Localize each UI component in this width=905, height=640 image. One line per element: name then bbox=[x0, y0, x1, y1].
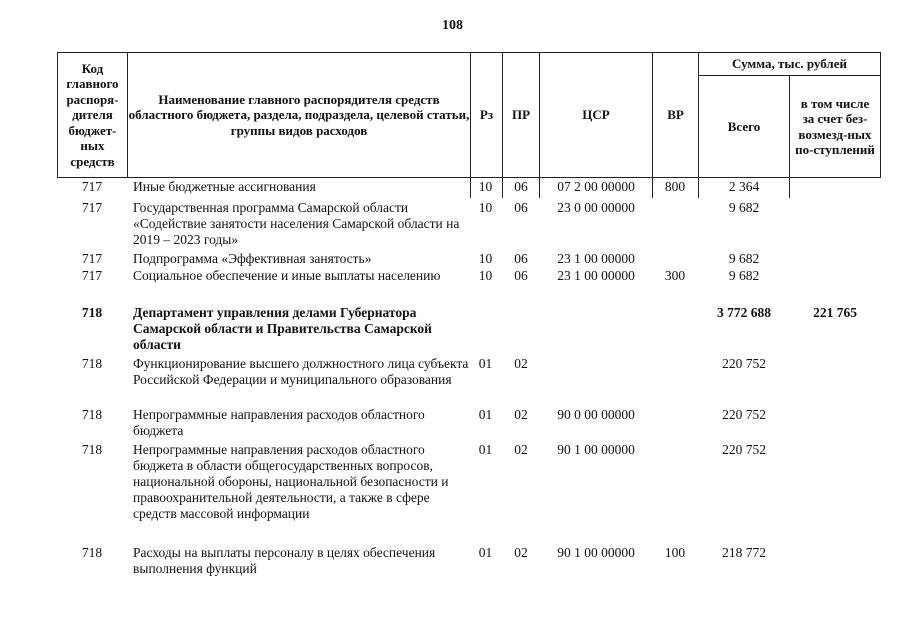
page-number: 108 bbox=[442, 18, 463, 33]
cell-code: 718 bbox=[81, 356, 103, 371]
cell-pr: 02 bbox=[514, 356, 528, 371]
cell-name: Непрограммные направления расходов областного бюджета bbox=[133, 407, 425, 438]
cell-rz: 01 bbox=[478, 407, 493, 422]
cell-vr: 800 bbox=[664, 179, 686, 194]
cell-total: 2 364 bbox=[728, 179, 760, 194]
cell-total: 220 752 bbox=[722, 356, 766, 371]
cell-name: Непрограммные направления расходов областного бюджета в области общегосударственных вопросов, национальной обороны, национальной безопасности и правоохранительной деятельности, а также в сфере средств массовой информации bbox=[133, 442, 449, 521]
cell-name: Функционирование высшего должностного лица субъекта Российской Федерации и муниципального образования bbox=[133, 356, 469, 387]
cell-rz: 10 bbox=[478, 268, 493, 283]
cell-total: 9 682 bbox=[728, 251, 760, 266]
cell-name: Подпрограмма «Эффективная занятость» bbox=[133, 251, 372, 266]
header-free-text: в том числе за счет без-возмезд-ных по-ступлений bbox=[795, 95, 875, 157]
header-rz-text: Рз bbox=[479, 107, 494, 123]
cell-rz: 10 bbox=[478, 251, 493, 266]
cell-code: 718 bbox=[81, 407, 103, 422]
cell-rz: 10 bbox=[478, 200, 493, 215]
cell-name: Иные бюджетные ассигнования bbox=[133, 179, 316, 194]
cell-total: 220 752 bbox=[722, 442, 766, 457]
cell-total: 9 682 bbox=[728, 268, 760, 283]
cell-rz: 10 bbox=[478, 179, 493, 194]
cell-code: 718 bbox=[81, 305, 103, 320]
cell-name: Департамент управления делами Губернатора Самарской области и Правительства Самарской области bbox=[133, 305, 432, 352]
cell-csr: 07 2 00 00000 bbox=[557, 179, 635, 194]
cell-vr: 300 bbox=[664, 268, 686, 283]
cell-csr: 23 0 00 00000 bbox=[557, 200, 635, 215]
cell-csr: 23 1 00 00000 bbox=[557, 251, 635, 266]
cell-pr: 02 bbox=[514, 442, 528, 457]
cell-csr: 90 1 00 00000 bbox=[557, 442, 635, 457]
cell-code: 717 bbox=[81, 200, 103, 215]
cell-total: 9 682 bbox=[728, 200, 760, 215]
cell-total: 3 772 688 bbox=[717, 305, 771, 320]
cell-code: 717 bbox=[81, 251, 103, 266]
cell-csr: 90 1 00 00000 bbox=[557, 545, 635, 560]
cell-pr: 06 bbox=[514, 251, 528, 266]
cell-vr: 100 bbox=[664, 545, 686, 560]
cell-code: 717 bbox=[81, 179, 103, 194]
header-code-text: Код главного распоря-дителя бюджет-ных средств bbox=[66, 60, 119, 169]
cell-name: Социальное обеспечение и иные выплаты населению bbox=[133, 268, 441, 283]
cell-pr: 02 bbox=[514, 407, 528, 422]
cell-code: 718 bbox=[81, 442, 103, 457]
cell-free: 221 765 bbox=[813, 305, 857, 320]
cell-rz: 01 bbox=[478, 356, 493, 371]
cell-total: 218 772 bbox=[722, 545, 766, 560]
cell-rz: 01 bbox=[478, 442, 493, 457]
cell-code: 718 bbox=[81, 545, 103, 560]
cell-name: Расходы на выплаты персоналу в целях обеспечения выполнения функций bbox=[133, 545, 436, 576]
cell-pr: 06 bbox=[514, 179, 528, 194]
cell-name: Государственная программа Самарской области «Содействие занятости населения Самарской области на 2019 – 2023 годы» bbox=[133, 200, 460, 247]
cell-rz: 01 bbox=[478, 545, 493, 560]
cell-csr: 90 0 00 00000 bbox=[557, 407, 635, 422]
header-sum-text: Сумма, тыс. рублей bbox=[732, 56, 847, 72]
cell-pr: 06 bbox=[514, 200, 528, 215]
cell-pr: 06 bbox=[514, 268, 528, 283]
header-name-text: Наименование главного распорядителя средств областного бюджета, раздела, подраздела, целевой статьи, группы видов расходов bbox=[128, 91, 470, 138]
cell-csr: 23 1 00 00000 bbox=[557, 268, 635, 283]
cell-code: 717 bbox=[81, 268, 103, 283]
cell-pr: 02 bbox=[514, 545, 528, 560]
cell-total: 220 752 bbox=[722, 407, 766, 422]
header-csr-text: ЦСР bbox=[582, 107, 610, 123]
header-total-text: Всего bbox=[727, 118, 761, 134]
header-pr-text: ПР bbox=[511, 107, 531, 123]
header-vr-text: ВР bbox=[667, 107, 684, 123]
